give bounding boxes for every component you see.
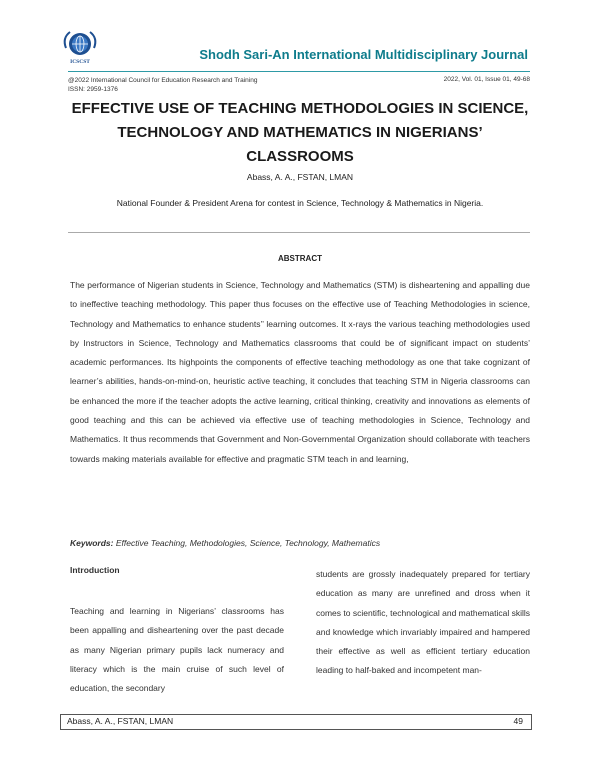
journal-title: Shodh Sari-An International Multidisciplinary Journal — [199, 47, 528, 62]
intro-right-text: students are grossly inadequately prepared for tertiary education as many are unrefined and dross when it comes to scientific, technological and mathematical skills and knowledge which invariably impaired and hampered their effective as well as efficient tertiary education leading to half-baked and incompetent man- — [316, 569, 531, 676]
header-rule — [68, 71, 530, 72]
keywords-label: Keywords: — [70, 538, 114, 548]
abstract-heading: ABSTRACT — [278, 254, 322, 263]
section-rule — [68, 232, 530, 233]
abstract-text: The performance of Nigerian students in Science, Technology and Mathematics (STM) is disheartening and appalling due to ineffective teaching methodology. This paper thus focuses on the effective use of Teaching Methodologies in science, Technology and Mathematics to enhance students’’ learning outcomes. It x-rays the various teaching methodologies used by Instructors in Science, Technology and Mathematics classrooms that could be of significant impact on students’ academic performances. Its highpoints the components of effective teaching methodology as one that take cognizant of learner’s abilities, hands-on-mind-on, heuristic active teaching, it concludes that teaching STM in Nigeria classrooms can be enhanced the more if the teacher adopts the active learning, critical thinking, creativity and innovations as elements of good teaching and this can be achieved via effective use of teaching methodologies in Science, Technology and Mathematics. It thus recommends that Government and Non-Governmental Organization should collaborate with teachers towards making materials available for effective and pragmatic STM teach in and learning, — [70, 280, 530, 464]
paper-author: Abass, A. A., FSTAN, LMAN — [246, 172, 354, 182]
logo-text: ICSCST — [70, 59, 90, 65]
intro-left-text: Teaching and learning in Nigerians’ classrooms has been appalling and disheartening over the past decade as many Nigerian primary pupils lack numeracy and literacy which is the main cruise of such level of education, the secondary — [70, 606, 284, 694]
keywords-line — [70, 538, 380, 548]
author-affiliation: National Founder & President Arena for contest in Science, Technology & Mathematics in Nigeria. — [116, 198, 484, 208]
copyright-line: @2022 International Council for Education Research and Training — [68, 77, 258, 84]
journal-logo — [58, 28, 102, 66]
header-meta — [68, 76, 257, 94]
page-footer — [60, 714, 532, 730]
paper-title: EFFECTIVE USE OF TEACHING METHODOLOGIES IN SCIENCE, TECHNOLOGY AND MATHEMATICS IN NIGERIANS’ CLASSROOMS — [71, 100, 529, 165]
issn-line: ISSN: 2959-1376 — [68, 86, 118, 93]
intro-left-column — [70, 565, 284, 698]
keywords-text: Effective Teaching, Methodologies, Science, Technology, Mathematics — [113, 538, 381, 548]
intro-heading: Introduction — [70, 565, 120, 575]
page-number: 49 — [513, 716, 523, 726]
volume-info: 2022, Vol. 01, Issue 01, 49-68 — [443, 76, 530, 83]
footer-author: Abass, A. A., FSTAN, LMAN — [67, 716, 174, 726]
